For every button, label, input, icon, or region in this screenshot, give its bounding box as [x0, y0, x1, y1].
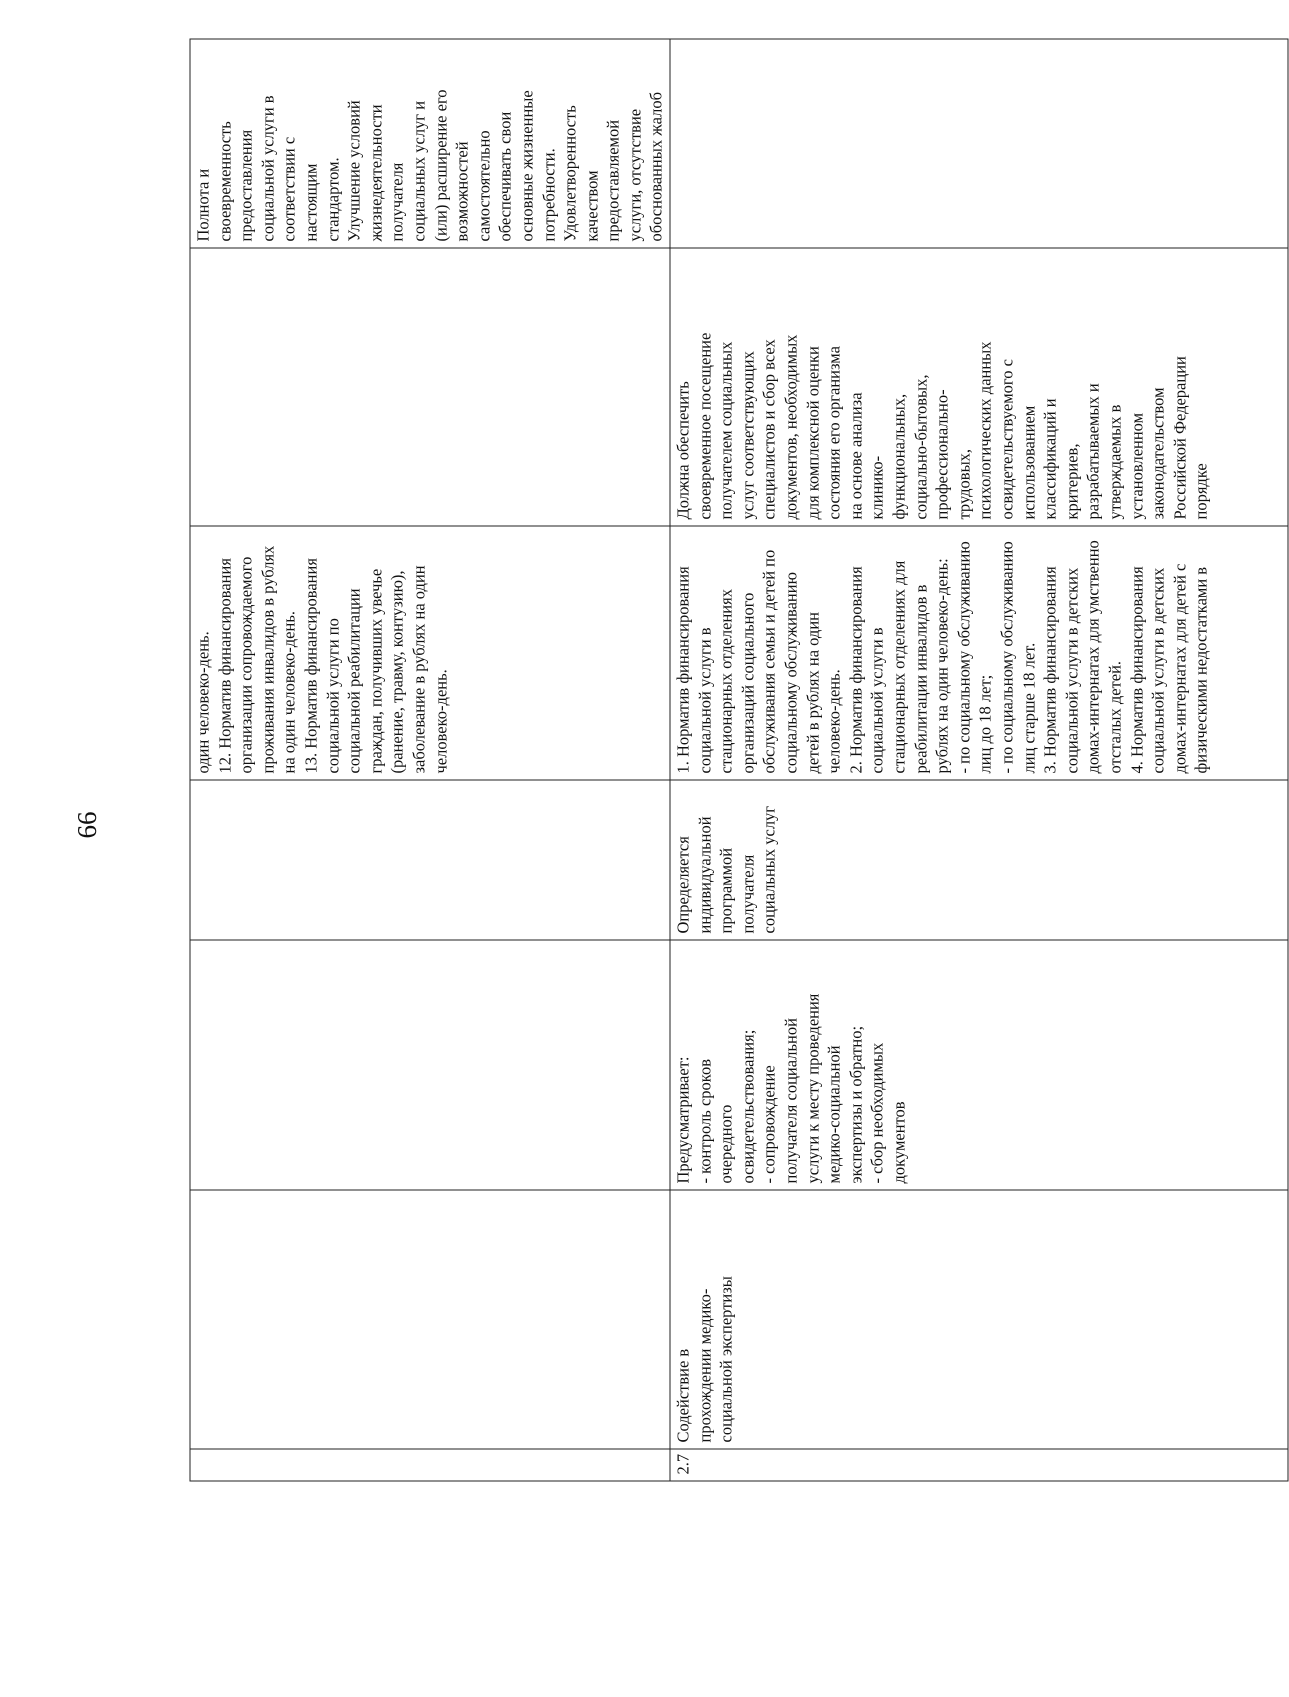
cell-text-line: услуги, отсутствие	[625, 108, 645, 241]
cell-text-line: социальной экспертизы	[716, 1275, 736, 1442]
cell-efficiency	[190, 39, 670, 248]
cell-description	[190, 940, 670, 1190]
rotated-table-wrapper	[190, 39, 1211, 1481]
cell-text-line: 1. Норматив финансирования	[673, 565, 693, 773]
cell-term	[190, 780, 670, 940]
cell-text-line: лиц до 18 лет;	[975, 674, 995, 773]
cell-text-line: установленном	[1127, 412, 1147, 519]
cell-text-line: обеспечивать свои	[495, 111, 515, 241]
cell-text-line: - сбор необходимых	[867, 1042, 887, 1183]
cell-text-line: стандартом.	[323, 156, 343, 241]
cell-text-line: отсталых детей.	[1105, 660, 1125, 773]
cell-text-line: человеко-день.	[431, 668, 451, 773]
cell-text-line: прохождении медико-	[695, 1288, 715, 1442]
cell-text-line: реабилитации инвалидов в	[911, 584, 931, 773]
cell-text-line: для комплексной оценки	[803, 345, 823, 519]
cell-text-line: Должна обеспечить	[673, 380, 693, 519]
cell-text-line: рублях на один человеко-день:	[932, 557, 952, 773]
cell-text-line: законодательством	[1148, 386, 1168, 519]
cell-text-line: физическими недостатками в	[1191, 566, 1211, 773]
cell-text-line: индивидуальной	[695, 815, 715, 933]
cell-text-line: заболевание в рублях на один	[409, 564, 429, 773]
cell-text-line: предоставления	[236, 129, 256, 241]
cell-text-line: организации сопровождаемого	[236, 556, 256, 773]
cell-text-line: специалистов и сбор всех	[759, 338, 779, 519]
cell-text-line: получателя	[387, 162, 407, 241]
cell-text-line: домах-интернатах для детей с	[1170, 563, 1190, 773]
cell-text-line: использованием	[1019, 405, 1039, 519]
cell-text-line: услуги к месту проведения	[803, 993, 823, 1183]
cell-text-line: социальному обслуживанию	[781, 571, 801, 773]
cell-text-line: Содействие в	[673, 1348, 693, 1442]
cell-text-line: получателя социальной	[781, 1017, 801, 1183]
cell-text-line: освидетельствуемого с	[997, 358, 1017, 519]
cell-text-line: предоставляемой	[603, 119, 623, 241]
table-row-continuation	[190, 39, 670, 1481]
cell-text-line: классификаций и	[1040, 397, 1060, 519]
cell-text-line: 13. Норматив финансирования	[301, 557, 321, 773]
cell-text-line: на основе анализа	[846, 391, 866, 519]
cell-text-line: один человеко-день.	[193, 630, 213, 773]
cell-text-line: 12. Норматив финансирования	[215, 557, 235, 773]
cell-text-line: своевременность	[215, 120, 235, 241]
cell-text-line: состояния его организма	[824, 345, 844, 519]
cell-text-line: (или) расширение его	[431, 88, 451, 241]
cell-text-line: документов, необходимых	[781, 334, 801, 519]
cell-text-line: профессионально-	[932, 388, 952, 519]
cell-text-line: медико-социальной	[824, 1044, 844, 1183]
cell-text-line: Российской Федерации	[1170, 355, 1190, 519]
cell-text-line: документов	[889, 1100, 909, 1183]
cell-text-line: - контроль сроков	[695, 1058, 715, 1183]
cell-efficiency	[670, 39, 1288, 248]
cell-text-line: социальной услуги в детских	[1148, 567, 1168, 773]
cell-text-line: - по социальному обслуживанию	[954, 540, 974, 773]
cell-text-line: утверждаемых в	[1105, 404, 1125, 519]
cell-conditions	[190, 248, 670, 526]
cell-text-line: домах-интернатах для умственно	[1083, 539, 1103, 773]
cell-text-line: программой	[716, 847, 736, 933]
cell-standards	[670, 526, 1288, 780]
cell-text-line: получателем социальных	[716, 341, 736, 519]
cell-term	[670, 780, 1288, 940]
cell-text-line: получателя	[738, 854, 758, 933]
cell-text-line: Полнота и	[193, 168, 213, 241]
cell-text-line: организаций социального	[738, 592, 758, 773]
cell-text-line: жизнедеятельности	[366, 103, 386, 241]
cell-text-line: психологических данных	[975, 340, 995, 519]
cell-text-line: критериев,	[1062, 443, 1082, 519]
cell-conditions	[670, 248, 1288, 526]
cell-text-line: социальных услуг и	[409, 100, 429, 241]
cell-text-line: - сопровождение	[759, 1064, 779, 1183]
cell-text-line: детей в рублях на один	[803, 611, 823, 773]
cell-text-line: 3. Норматив финансирования	[1040, 565, 1060, 773]
cell-text-line: социальной услуги в	[867, 626, 887, 773]
cell-text-line: Улучшение условий	[344, 99, 364, 241]
cell-text-line: экспертизы и обратно;	[846, 1025, 866, 1183]
cell-text-line: (ранение, травму, контузию),	[387, 569, 407, 773]
cell-text-line: клинико-	[867, 455, 887, 519]
cell-text-line: обоснованных жалоб	[646, 91, 666, 241]
cell-number	[190, 1449, 670, 1481]
cell-service-name	[670, 1190, 1288, 1449]
cell-text-line: социально-бытовых,	[911, 373, 931, 519]
cell-text-line: основные жизненные	[517, 89, 537, 241]
page-number: 66	[72, 811, 102, 839]
cell-text-line: социальной реабилитации	[344, 587, 364, 773]
cell-service-name	[190, 1190, 670, 1449]
cell-text-line: 4. Норматив финансирования	[1127, 565, 1147, 773]
cell-text-line: социальных услуг	[759, 805, 779, 933]
cell-text-line: Предусматривает:	[673, 1056, 693, 1183]
cell-text-line: лиц старше 18 лет.	[1019, 642, 1039, 773]
cell-text-line: на один человеко-день.	[279, 610, 299, 773]
cell-text-line: Удовлетворенность	[560, 104, 580, 241]
cell-text-line: 2. Норматив финансирования	[846, 565, 866, 773]
cell-text-line: социальной услуги в детских	[1062, 567, 1082, 773]
cell-text-line: освидетельствования;	[738, 1029, 758, 1183]
cell-text-line: стационарных отделениях для	[889, 560, 909, 773]
cell-text-line: порядке	[1191, 462, 1211, 519]
cell-text-line: Определяется	[673, 835, 693, 933]
cell-text-line: стационарных отделениях	[716, 588, 736, 773]
services-table	[190, 38, 1289, 1481]
cell-text-line: возможностей	[452, 140, 472, 241]
cell-text-line: человеко-день.	[824, 668, 844, 773]
cell-text-line: граждан, получивших увечье	[366, 568, 386, 773]
cell-text-line: потребности.	[539, 147, 558, 241]
cell-text-line: социальной услуги по	[323, 617, 343, 773]
cell-text-line: самостоятельно	[474, 129, 494, 241]
cell-standards	[190, 526, 670, 780]
cell-text-line: - по социальному обслуживанию	[997, 540, 1017, 773]
cell-text-line: соответствии с	[279, 136, 299, 241]
cell-text-line: трудовых,	[954, 448, 974, 519]
cell-text-line: разрабатываемых и	[1083, 382, 1103, 519]
cell-text-line: настоящим	[301, 163, 321, 241]
cell-number: 2.7	[670, 1449, 1288, 1481]
cell-text-line: функциональных,	[889, 393, 909, 519]
cell-text-line: очередного	[716, 1104, 736, 1183]
cell-text-line: своевременное посещение	[695, 332, 715, 519]
cell-text-line: качеством	[582, 169, 602, 241]
cell-text-line: социальной услуги в	[695, 626, 715, 773]
table-row-2-7	[670, 39, 1288, 1481]
cell-text-line: услуг соответствующих	[738, 350, 758, 519]
cell-text-line: проживания инвалидов в рублях	[258, 545, 278, 773]
cell-description	[670, 940, 1288, 1190]
cell-text-line: обслуживания семьи и детей по	[759, 549, 779, 773]
cell-text-line: социальной услуги в	[258, 94, 278, 241]
